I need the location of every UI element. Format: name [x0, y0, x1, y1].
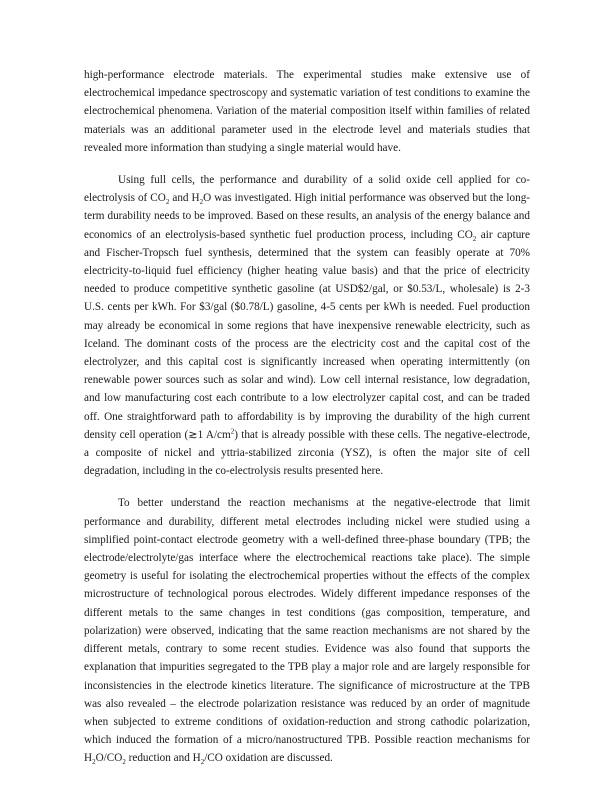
- text-run: and H: [169, 192, 200, 205]
- text-run: O was investigated. High initial performance was observed but the long-term durability needs to be improved. Based on these results, an analysis of the energy balance and economics of an electrolysis-based synthetic fuel production process, including CO: [84, 192, 531, 241]
- superscript: 2: [230, 427, 235, 436]
- text-run: To better understand the reaction mechanisms at the negative-electrode that limit performance and durability, different metal electrodes including nickel were studied using a simplified point-contact electrode geometry with a well-defined three-phase boundary (TPB; the electrode/electrolyte/gas interface where the electrochemical reactions take place). The simple geometry is useful for isolating the electrochemical properties without the effects of the complex microstructure of technological porous electrodes. Widely different impedance responses of the different metals to the same changes in test conditions (gas composition, temperature, and polarization) were observed, indicating that the same reaction mechanisms are not shared by the different metals, contrary to some recent studies. Evidence was also found that supports the explanation that impurities segregated to the TPB play a major role and are largely responsible for inconsistencies in the electrode kinetics literature. The significance of microstructure at the TPB was also revealed – the electrode polarization resistance was reduced by an order of magnitude when subjected to extreme conditions of oxidation-reduction and strong cathodic polarization, which induced the formation of a micro/nanostructured TPB. Possible reaction mechanisms for H: [84, 497, 530, 765]
- text-run: Using full cells, the performance and durability of a solid oxide cell applied for co-electrolysis of CO: [84, 174, 530, 205]
- paragraph-intro-continuation: [84, 66, 530, 157]
- text-run: reduction and H: [125, 752, 201, 765]
- subscript: 2: [199, 198, 204, 207]
- text-run: high-performance electrode materials. The experimental studies make extensive use of electrochemical impedance spectroscopy and systematic variation of test conditions to examine the electrochemical phenomena. Variation of the material composition itself within families of related materials was an additional parameter used in the electrode level and materials studies that revealed more information than studying a single material would have.: [84, 69, 530, 154]
- subscript: 2: [122, 758, 126, 767]
- document-body: [84, 66, 530, 768]
- paragraph-reaction-mechanisms: [84, 494, 530, 767]
- text-run: /CO oxidation are discussed.: [204, 752, 333, 765]
- subscript: 2: [92, 758, 96, 767]
- text-run: air capture and Fischer-Tropsch fuel synthesis, determined that the system can feasibly operate at 70% electricity-to-liquid fuel efficiency (higher heating value basis) and that the price of electricity needed to produce competitive synthetic gasoline (at USD$2/gal, or $0.53/L, wholesale) is 2-3 U.S. cents per kWh. For $3/gal ($0.78/L) gasoline, 4-5 cents per kWh is needed. Fuel production may already be economical in some regions that have inexpensive renewable electricity, such as Iceland. The dominant costs of the process are the electricity cost and the capital cost of the electrolyzer, and this capital cost is significantly increased when operating intermittently (on renewable power sources such as solar and wind). Low cell internal resistance, low degradation, and low manufacturing cost each contribute to a low electrolyzer capital cost, and can be traded off. One straightforward path to affordability is by improving the durability of the high current density cell operation (≳1 A/cm: [84, 228, 530, 441]
- subscript: 2: [472, 234, 477, 243]
- text-run: ) that is already possible with these cells. The negative-electrode, a composite of nickel and yttria-stabilized zirconia (YSZ), is often the major site of cell degradation, including in the co-electrolysis results presented here.: [84, 428, 530, 478]
- paragraph-full-cells: [84, 171, 530, 480]
- text-run: O/CO: [95, 752, 123, 765]
- subscript: 2: [200, 758, 205, 767]
- subscript: 2: [165, 198, 170, 207]
